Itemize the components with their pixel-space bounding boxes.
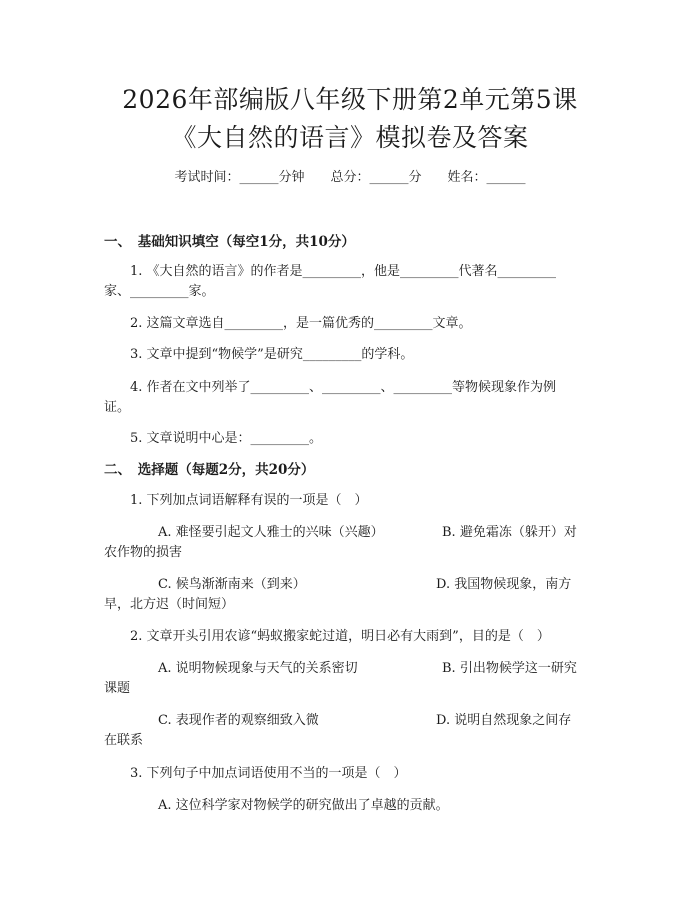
s2-q1-option-d: D. 我国物候现象，南方 bbox=[436, 577, 572, 592]
s1-q5: 5. 文章说明中心是：_________。 bbox=[130, 431, 323, 446]
s1-q3: 3. 文章中提到“物候学”是研究_________的学科。 bbox=[130, 347, 414, 362]
s1-q4-line2: 证。 bbox=[104, 400, 131, 415]
exam-meta: 考试时间：______分钟 总分：______分 姓名：______ bbox=[174, 170, 526, 185]
section-1-heading: 一、 基础知识填空（每空1分，共10分） bbox=[104, 234, 355, 250]
s2-q1-option-b: B. 避免霜冻（躲开）对 bbox=[442, 525, 577, 540]
s2-q1-option-c: C. 候鸟渐渐南来（到来） bbox=[158, 577, 306, 592]
s2-q2-stem: 2. 文章开头引用农谚“蚂蚁搬家蛇过道，明日必有大雨到”，目的是（ ） bbox=[130, 629, 550, 644]
title-line-1: 2026年部编版八年级下册第2单元第5课 bbox=[122, 85, 578, 114]
s2-q2-option-b: B. 引出物候学这一研究 bbox=[442, 661, 577, 676]
title-line-2: 《大自然的语言》模拟卷及答案 bbox=[171, 123, 529, 152]
s2-q2-option-d: D. 说明自然现象之间存 bbox=[436, 713, 572, 728]
s1-q1-line1: 1. 《大自然的语言》的作者是_________，他是_________代著名_________ bbox=[130, 264, 557, 279]
s2-q2-option-b-cont: 课题 bbox=[104, 681, 131, 696]
s2-q1-option-b-cont: 农作物的损害 bbox=[104, 545, 183, 560]
s2-q3-stem: 3. 下列句子中加点词语使用不当的一项是（ ） bbox=[130, 766, 407, 781]
s2-q2-option-c: C. 表现作者的观察细致入微 bbox=[158, 713, 319, 728]
s1-q1-line2: 家、_________家。 bbox=[104, 284, 215, 299]
s1-q2: 2. 这篇文章选自_________，是一篇优秀的_________文章。 bbox=[130, 316, 472, 331]
s2-q3-option-a: A. 这位科学家对物候学的研究做出了卓越的贡献。 bbox=[158, 798, 449, 813]
s2-q2-option-d-cont: 在联系 bbox=[104, 733, 144, 748]
section-2-heading: 二、 选择题（每题2分，共20分） bbox=[104, 462, 315, 478]
s2-q1-option-d-cont: 早，北方迟（时间短） bbox=[104, 597, 235, 612]
s2-q2-option-a: A. 说明物候现象与天气的关系密切 bbox=[158, 661, 358, 676]
s2-q1-option-a: A. 难怪要引起文人雅士的兴味（兴趣） bbox=[158, 525, 384, 540]
s2-q1-stem: 1. 下列加点词语解释有误的一项是（ ） bbox=[130, 493, 368, 508]
s1-q4-line1: 4. 作者在文中列举了_________、_________、_________等物候现象作为例 bbox=[130, 380, 557, 395]
